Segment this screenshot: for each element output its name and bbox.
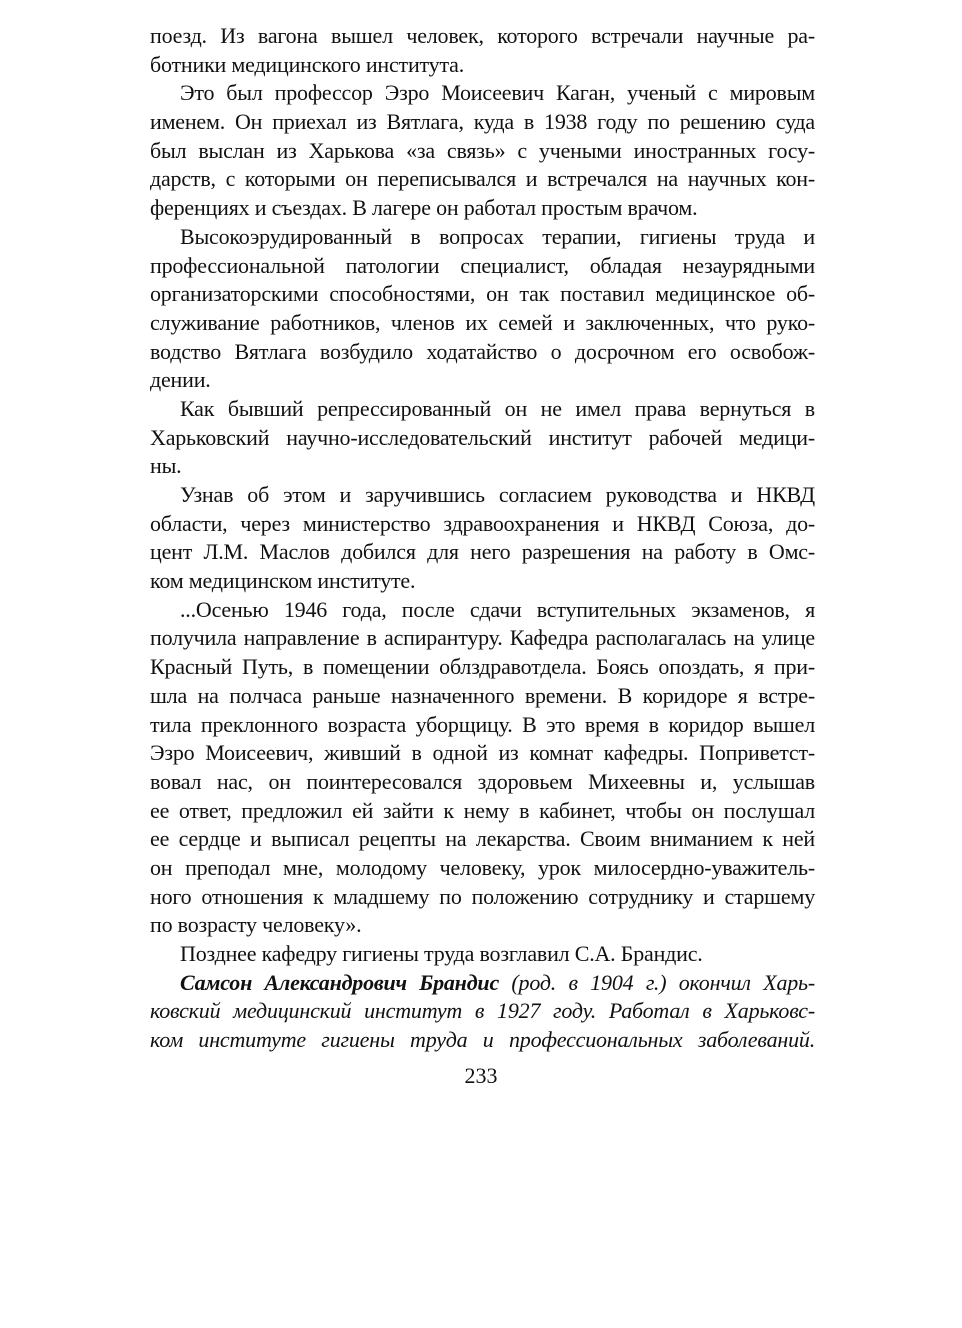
text-line bbox=[150, 969, 815, 998]
text-line: ботники медицинского института. bbox=[150, 51, 464, 77]
text-line: дарств, с которыми он переписывался и встречался на научных кон- bbox=[150, 166, 815, 192]
paragraph bbox=[150, 596, 815, 940]
text-line: служивание работников, членов их семей и заключенных, что руко- bbox=[150, 309, 815, 335]
paragraph bbox=[150, 481, 815, 596]
paragraph bbox=[150, 395, 815, 481]
paragraph bbox=[150, 22, 815, 79]
person-name: Самсон Александрович Брандис bbox=[180, 969, 500, 995]
text-line: ком институте гигиены труда и профессиональных заболеваний. bbox=[150, 1027, 815, 1053]
text-line: Эзро Моисеевич, живший в одной из комнат кафедры. Поприветст- bbox=[150, 740, 815, 766]
text-line: организаторскими способностями, он так поставил медицинское об- bbox=[150, 281, 815, 307]
text-line: Харьковский научно-исследовательский институт рабочей медици- bbox=[150, 424, 815, 450]
text-line: ком медицинском институте. bbox=[150, 568, 416, 594]
text-line: ны. bbox=[150, 453, 182, 479]
text-line: получила направление в аспирантуру. Кафедра располагалась на улице bbox=[150, 625, 815, 651]
text-line: профессиональной патологии специалист, обладая незаурядными bbox=[150, 252, 815, 278]
text-line: тила преклонного возраста уборщицу. В это время в коридор вышел bbox=[150, 711, 815, 737]
text-line: ференциях и съездах. В лагере он работал простым врачом. bbox=[150, 195, 698, 221]
text-line: Позднее кафедру гигиены труда возглавил С.А. Брандис. bbox=[180, 941, 703, 966]
text-fragment: (род. в 1904 г.) окончил Харь- bbox=[499, 969, 815, 995]
text-line: области, через министерство здравоохранения и НКВД Союза, до- bbox=[150, 510, 815, 536]
text-line: дении. bbox=[150, 367, 211, 393]
page-body bbox=[150, 22, 815, 1055]
text-line: Высокоэрудированный в вопросах терапии, гигиены труда и bbox=[180, 223, 815, 249]
text-line: был выслан из Харькова «за связь» с учеными иностранных госу- bbox=[150, 137, 815, 163]
text-line: по возрасту человеку». bbox=[150, 912, 362, 938]
biography-paragraph bbox=[150, 969, 815, 1055]
text-line: вовал нас, он поинтересовался здоровьем Михеевны и, услышав bbox=[150, 768, 815, 794]
paragraph bbox=[150, 223, 815, 395]
text-line: ее сердце и выписал рецепты на лекарства. Своим вниманием к ней bbox=[150, 826, 815, 852]
text-line: Как бывший репрессированный он не имел права вернуться в bbox=[180, 395, 815, 421]
text-line: Это был профессор Эзро Моисеевич Каган, ученый с мировым bbox=[180, 80, 815, 106]
text-line: Красный Путь, в помещении облздравотдела. Боясь опоздать, я при- bbox=[150, 654, 815, 680]
text-line: шла на полчаса раньше назначенного времени. В коридоре я встре- bbox=[150, 682, 815, 708]
paragraph bbox=[150, 79, 815, 222]
text-line: поезд. Из вагона вышел человек, которого встречали научные ра- bbox=[150, 23, 815, 48]
text-line: ее ответ, предложил ей зайти к нему в кабинет, чтобы он послушал bbox=[150, 797, 815, 823]
page-number: 233 bbox=[464, 1063, 498, 1088]
text-line: он преподал мне, молодому человеку, урок милосердно-уважитель- bbox=[150, 854, 815, 880]
text-line: цент Л.М. Маслов добился для него разрешения на работу в Омс- bbox=[150, 539, 815, 565]
text-line: ного отношения к младшему по положению сотруднику и старшему bbox=[150, 883, 815, 909]
text-line: ...Осенью 1946 года, после сдачи вступительных экзаменов, я bbox=[180, 596, 815, 622]
text-line: ковский медицинский институт в 1927 году. Работал в Харьковс- bbox=[150, 998, 815, 1024]
text-line: именем. Он приехал из Вятлага, куда в 1938 году по решению суда bbox=[150, 109, 815, 135]
text-line: Узнав об этом и заручившись согласием руководства и НКВД bbox=[180, 482, 815, 507]
paragraph bbox=[150, 940, 815, 969]
text-line: водство Вятлага возбудило ходатайство о досрочном его освобож- bbox=[150, 338, 815, 364]
